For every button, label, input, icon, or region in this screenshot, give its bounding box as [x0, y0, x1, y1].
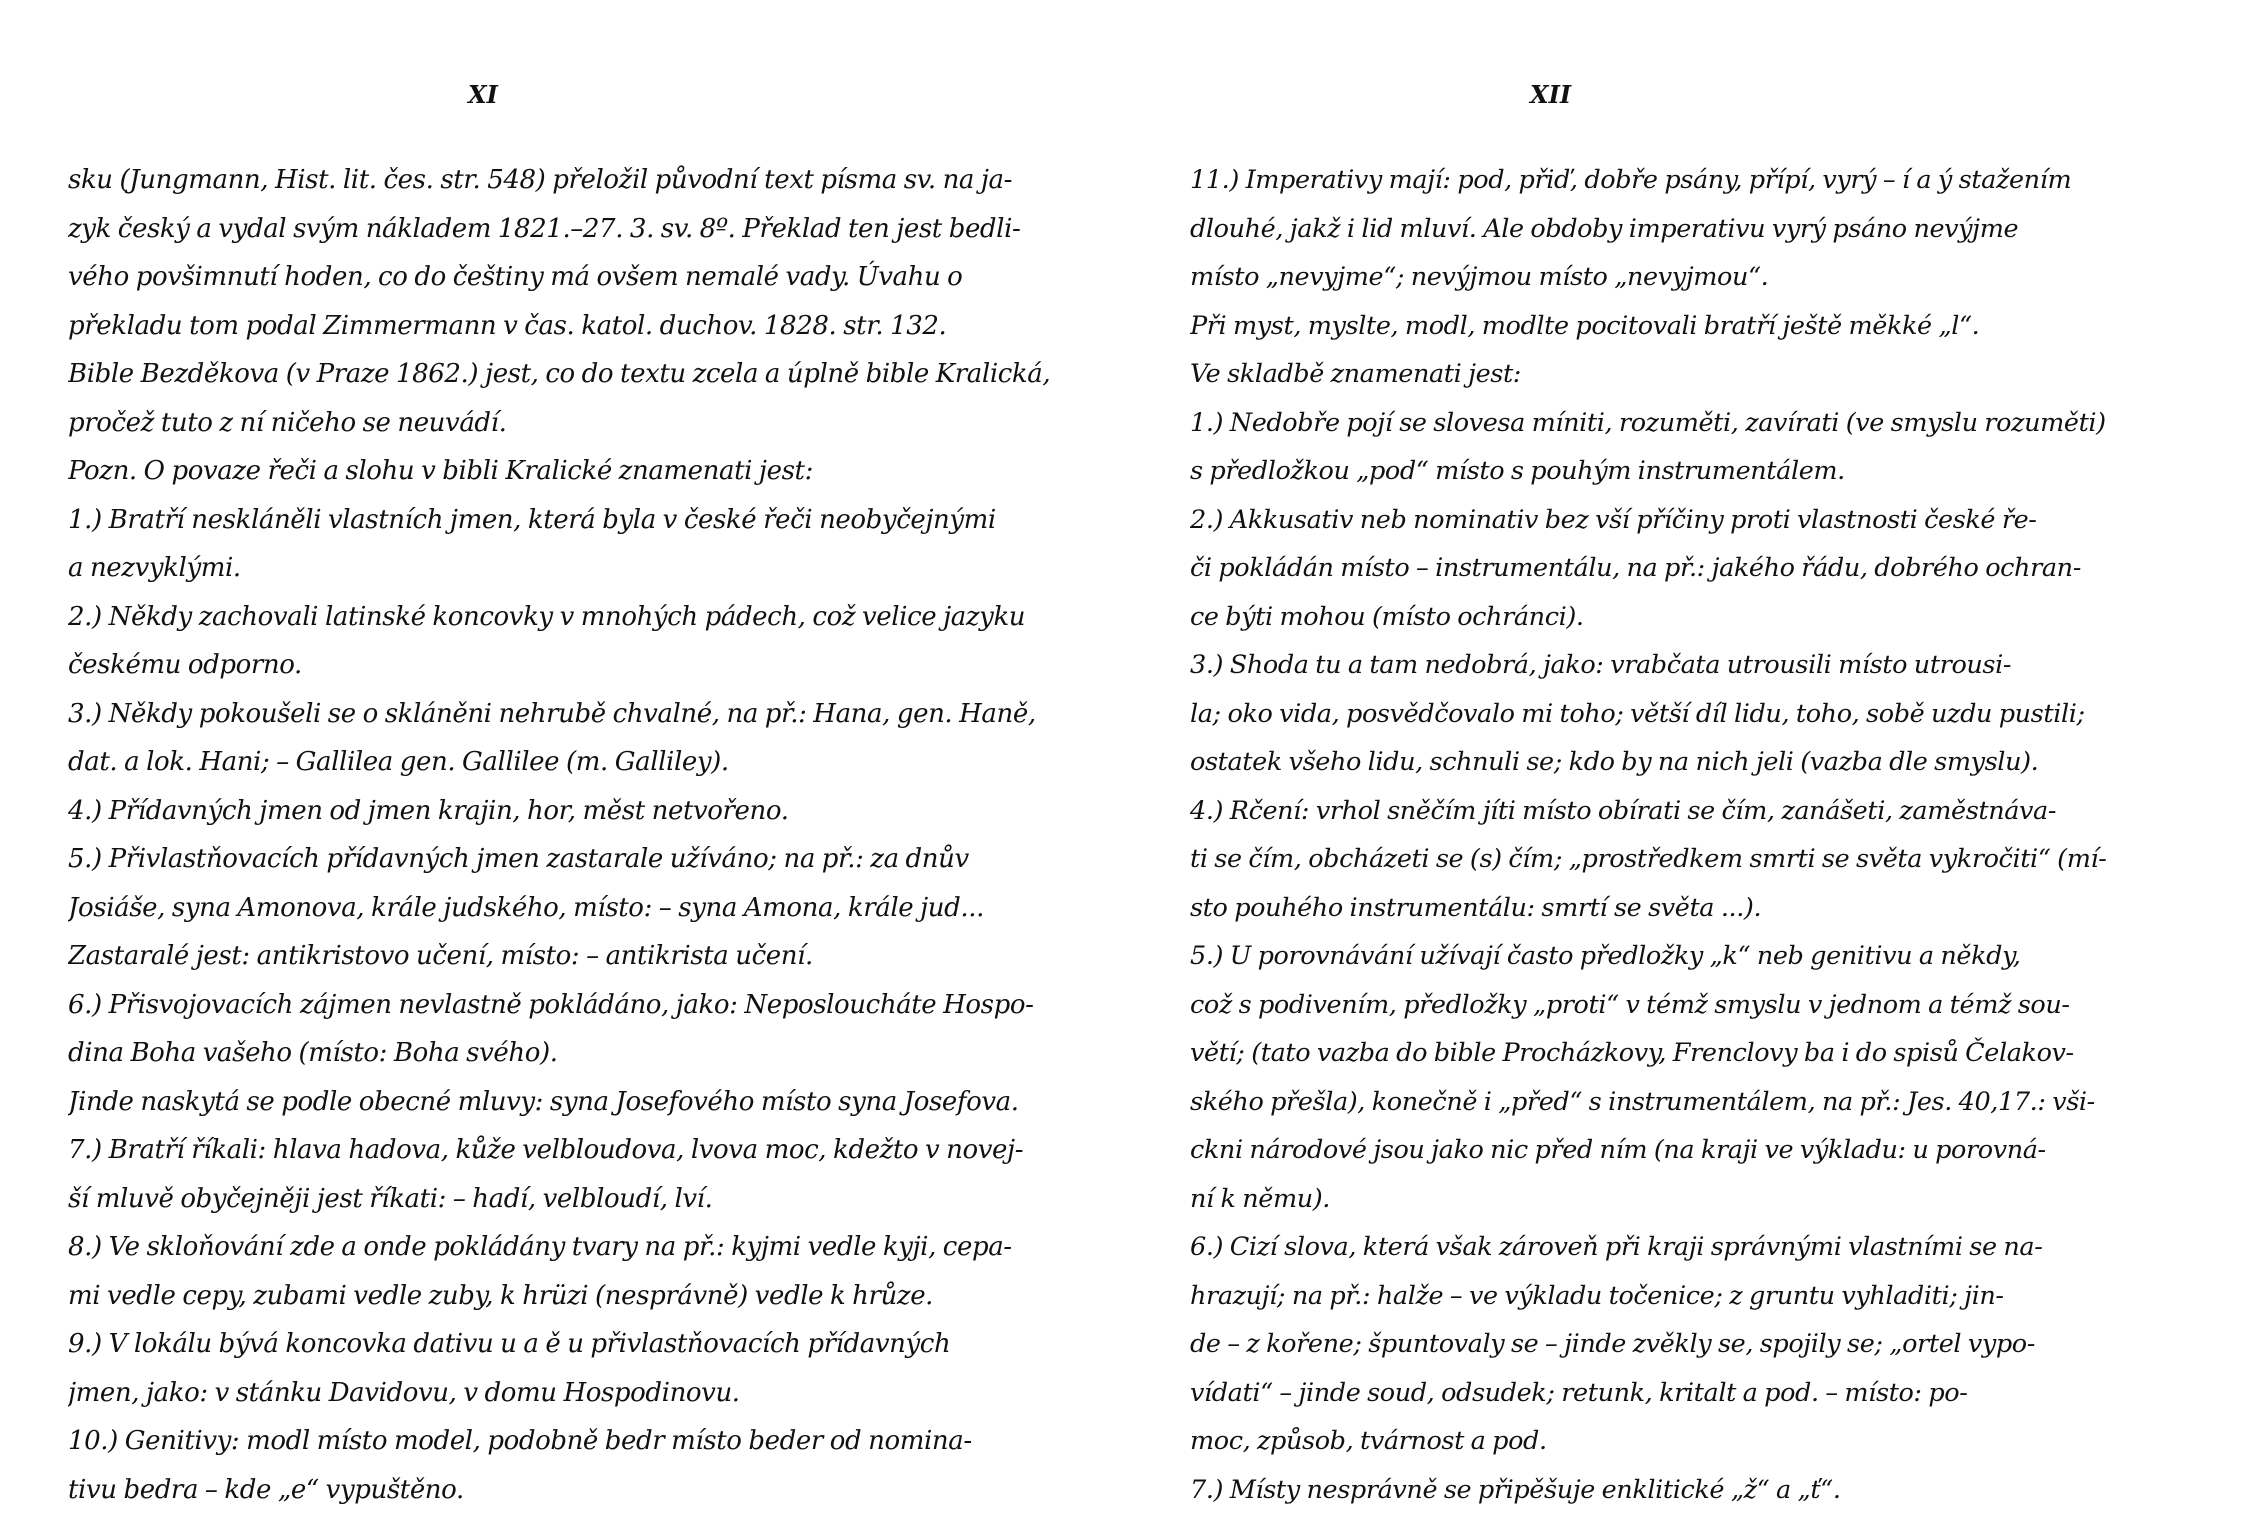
- text-line: překladu tom podal Zimmermann v čas. katol. duchov. 1828. str. 132.: [68, 302, 1090, 351]
- text-line: 1.) Bratří neskláněli vlastních jmen, která byla v české řeči neobyčejnými: [68, 496, 1090, 545]
- text-line: 3.) Někdy pokoušeli se o skláněni nehrubě chvalné, na př.: Hana, gen. Haně,: [68, 690, 1090, 739]
- left-page: [0, 0, 1130, 1500]
- text-line: či pokládán místo – instrumentálu, na př.: jakého řádu, dobrého ochran-: [1190, 544, 2230, 593]
- left-page-text: [68, 156, 1090, 1514]
- text-line: ní k němu).: [1190, 1175, 2230, 1224]
- text-line: hrazují; na př.: halže – ve výkladu točenice; z gruntu vyhladiti; jin-: [1190, 1272, 2230, 1321]
- text-line: Zastaralé jest: antikristovo učení, místo: – antikrista učení.: [68, 932, 1090, 981]
- text-line: Josiáše, syna Amonova, krále judského, místo: – syna Amona, krále jud...: [68, 884, 1090, 933]
- text-line: Bible Bezděkova (v Praze 1862.) jest, co do textu zcela a úplně bible Kralická,: [68, 350, 1090, 399]
- text-line: 2.) Akkusativ neb nominativ bez vší příčiny proti vlastnosti české ře-: [1190, 496, 2230, 545]
- text-line: 6.) Cizí slova, která však zároveň při kraji správnými vlastními se na-: [1190, 1223, 2230, 1272]
- text-line: 10.) Genitivy: modl místo model, podobně bedr místo beder od nomina-: [68, 1417, 1090, 1466]
- text-line: 9.) V lokálu bývá koncovka dativu u a ě u přivlastňovacích přídavných: [68, 1320, 1090, 1369]
- text-line: ostatek všeho lidu, schnuli se; kdo by na nich jeli (vazba dle smyslu).: [1190, 738, 2230, 787]
- text-line: místo „nevyjme“; nevýjmou místo „nevyjmou“.: [1190, 253, 2230, 302]
- text-line: dat. a lok. Hani; – Gallilea gen. Gallilee (m. Galliley).: [68, 738, 1090, 787]
- text-line: vídati“ – jinde soud, odsudek; retunk, kritalt a pod. – místo: po-: [1190, 1369, 2230, 1418]
- text-line: zyk český a vydal svým nákladem 1821.–27. 3. sv. 8º. Překlad ten jest bedli-: [68, 205, 1090, 254]
- text-line: Při myst, myslte, modl, modlte pocitovali bratří ještě měkké „l“.: [1190, 302, 2230, 351]
- right-page: [1130, 0, 2260, 1500]
- text-line: 3.) Shoda tu a tam nedobrá, jako: vrabčata utrousili místo utrousi-: [1190, 641, 2230, 690]
- text-line: ší mluvě obyčejněji jest říkati: – hadí, velbloudí, lví.: [68, 1175, 1090, 1224]
- text-line: ti se čím, obcházeti se (s) čím; „prostředkem smrti se světa vykročiti“ (mí-: [1190, 835, 2230, 884]
- text-line: 2.) Někdy zachovali latinské koncovky v mnohých pádech, což velice jazyku: [68, 593, 1090, 642]
- text-line: tivu bedra – kde „e“ vypuštěno.: [68, 1466, 1090, 1514]
- text-line: dina Boha vašeho (místo: Boha svého).: [68, 1029, 1090, 1078]
- text-line: ského přešla), konečně i „před“ s instrumentálem, na př.: Jes. 40,17.: vši-: [1190, 1078, 2230, 1127]
- right-page-text: [1190, 156, 2230, 1514]
- text-line: sto pouhého instrumentálu: smrtí se světa ...).: [1190, 884, 2230, 933]
- text-line: což s podivením, předložky „proti“ v témž smyslu v jednom a témž sou-: [1190, 981, 2230, 1030]
- page-number-right: XII: [1190, 80, 2230, 120]
- text-line: 8.) Ve skloňování zde a onde pokládány tvary na př.: kyjmi vedle kyji, cepa-: [68, 1223, 1090, 1272]
- text-line: jmen, jako: v stánku Davidovu, v domu Hospodinovu.: [68, 1369, 1090, 1418]
- text-line: ckni národové jsou jako nic před ním (na kraji ve výkladu: u porovná-: [1190, 1126, 2230, 1175]
- text-line: větí; (tato vazba do bible Procházkovy, Frenclovy ba i do spisů Čelakov-: [1190, 1029, 2230, 1078]
- text-line: a nezvyklými.: [68, 544, 1090, 593]
- text-line: Jinde naskytá se podle obecné mluvy: syna Josefového místo syna Josefova.: [68, 1078, 1090, 1127]
- text-line: 7.) Bratří říkali: hlava hadova, kůže velbloudova, lvova moc, kdežto v novej-: [68, 1126, 1090, 1175]
- text-line: mi vedle cepy, zubami vedle zuby, k hrüzi (nesprávně) vedle k hrůze.: [68, 1272, 1090, 1321]
- text-line: 4.) Přídavných jmen od jmen krajin, hor, měst netvořeno.: [68, 787, 1090, 836]
- text-line: 7.) Místy nesprávně se připěšuje enklitické „ž“ a „ť“.: [1190, 1466, 2230, 1514]
- text-line: 5.) U porovnávání užívají často předložky „k“ neb genitivu a někdy,: [1190, 932, 2230, 981]
- text-line: sku (Jungmann, Hist. lit. čes. str. 548) přeložil původní text písma sv. na ja-: [68, 156, 1090, 205]
- text-line: vého povšimnutí hoden, co do češtiny má ovšem nemalé vady. Úvahu o: [68, 253, 1090, 302]
- text-line: 4.) Rčení: vrhol sněčím jíti místo obírati se čím, zanášeti, zaměstnáva-: [1190, 787, 2230, 836]
- text-line: 1.) Nedobře pojí se slovesa míniti, rozuměti, zavírati (ve smyslu rozuměti): [1190, 399, 2230, 448]
- text-line: českému odporno.: [68, 641, 1090, 690]
- text-line: dlouhé, jakž i lid mluví. Ale obdoby imperativu vyrý psáno nevýjme: [1190, 205, 2230, 254]
- page-number-left: XI: [68, 80, 1090, 120]
- text-line: 6.) Přisvojovacích zájmen nevlastně pokládáno, jako: Neposloucháte Hospo-: [68, 981, 1090, 1030]
- text-line: de – z kořene; špuntovaly se – jinde zvěkly se, spojily se; „ortel vypo-: [1190, 1320, 2230, 1369]
- text-line: la; oko vida, posvědčovalo mi toho; větší díl lidu, toho, sobě uzdu pustili;: [1190, 690, 2230, 739]
- text-line: ce býti mohou (místo ochránci).: [1190, 593, 2230, 642]
- text-line: pročež tuto z ní ničeho se neuvádí.: [68, 399, 1090, 448]
- text-line: 5.) Přivlastňovacích přídavných jmen zastarale užíváno; na př.: za dnův: [68, 835, 1090, 884]
- text-line: 11.) Imperativy mají: pod, přiď, dobře psány, přípí, vyrý – í a ý stažením: [1190, 156, 2230, 205]
- text-line: Pozn. O povaze řeči a slohu v bibli Kralické znamenati jest:: [68, 447, 1090, 496]
- text-line: moc, způsob, tvárnost a pod.: [1190, 1417, 2230, 1466]
- text-line: s předložkou „pod“ místo s pouhým instrumentálem.: [1190, 447, 2230, 496]
- text-line: Ve skladbě znamenati jest:: [1190, 350, 2230, 399]
